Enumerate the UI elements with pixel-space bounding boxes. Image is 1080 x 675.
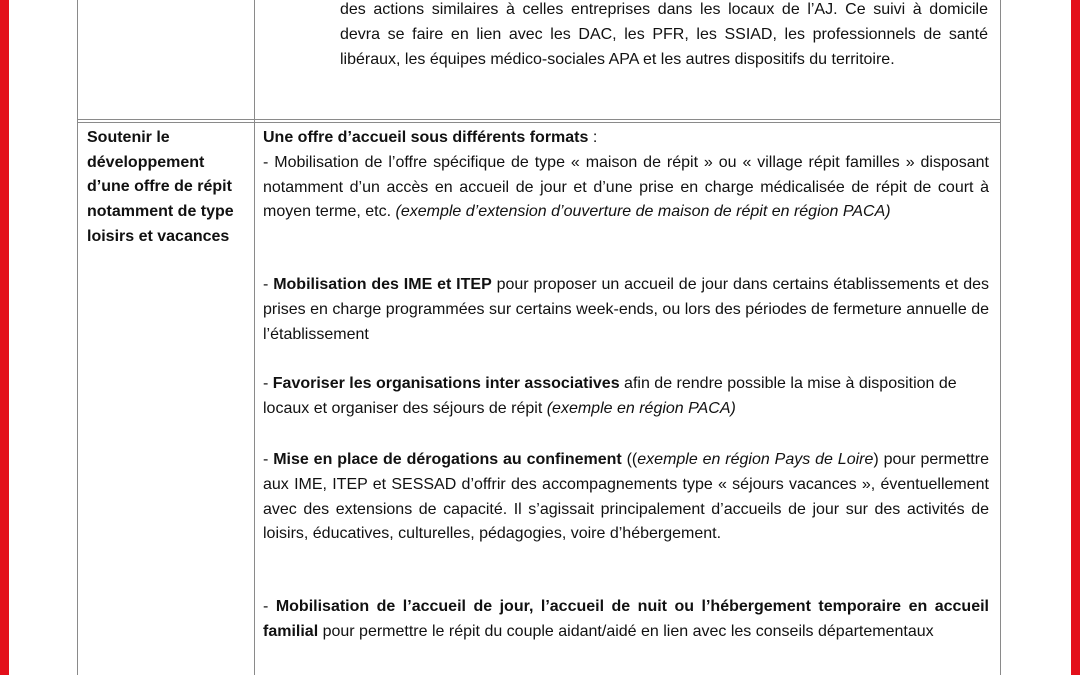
item-inter-associatives: - Favoriser les organisations inter associatives afin de rendre possible la mise à disposition de locaux et organiser des séjours de répit (exemple en région PACA) [263, 375, 957, 417]
item-maison-repit: - Mobilisation de l’offre spécifique de type « maison de répit » ou « village répit familles » disposant notamment d’un accès en accueil de jour et d’une prise en charge médicalisée de répit de court à moyen terme, etc. [263, 153, 989, 221]
table-row-divider-inner [77, 122, 1001, 123]
offer-paragraph: Une offre d’accueil sous différents formats : - Mobilisation de l’offre spécifique de type « maison de répit » ou « village répit familles » disposant notamment d’un accès en accueil de jour et d’une prise en charge médicalisée de répit de court à moyen terme, etc. (exemple d’extension d’ouverture de maison de répit en région PACA) [263, 129, 989, 221]
item-ime-itep: - Mobilisation des IME et ITEP pour proposer un accueil de jour dans certains établissements et des prises en charge programmées sur certains week-ends, ou lors des périodes de fermeture annuelle de l’établissement [263, 276, 989, 343]
row-label: Soutenir le développement d’une offre de répit notamment de type loisirs et vacances [87, 129, 234, 245]
item-maison-repit-example: (exemple d’extension d’ouverture de maison de répit en région PACA) [395, 203, 891, 221]
table-border-left [77, 0, 78, 675]
table-row-divider [77, 119, 1001, 120]
table-border-right [1000, 0, 1001, 675]
item-accueil-familial: - Mobilisation de l’accueil de jour, l’accueil de nuit ou l’hébergement temporaire en accueil familial pour permettre le répit du couple aidant/aidé en lien avec les conseils départementaux [263, 598, 989, 640]
table-column-divider [254, 0, 255, 675]
item-derogations: - Mise en place de dérogations au confinement ((exemple en région Pays de Loire) pour permettre aux IME, ITEP et SESSAD d’offrir des accompagnements type « séjours vacances », éventuellement avec des extensions de capacité. Il s’agissait principalement d’accueils de jour sur des activités de loisirs, éducatives, culturelles, pédagogies, voire d’hébergement. [263, 451, 989, 543]
previous-row-text: des actions similaires à celles entreprises dans les locaux de l’AJ. Ce suivi à domicile devra se faire en lien avec les DAC, les PFR, les SSIAD, les professionnels de santé libéraux, les équipes médico-sociales APA et les autres dispositifs du territoire. [340, 1, 988, 68]
offer-title: Une offre d’accueil sous différents formats [263, 129, 589, 146]
red-frame-right [1071, 0, 1080, 675]
red-frame-left [0, 0, 9, 675]
